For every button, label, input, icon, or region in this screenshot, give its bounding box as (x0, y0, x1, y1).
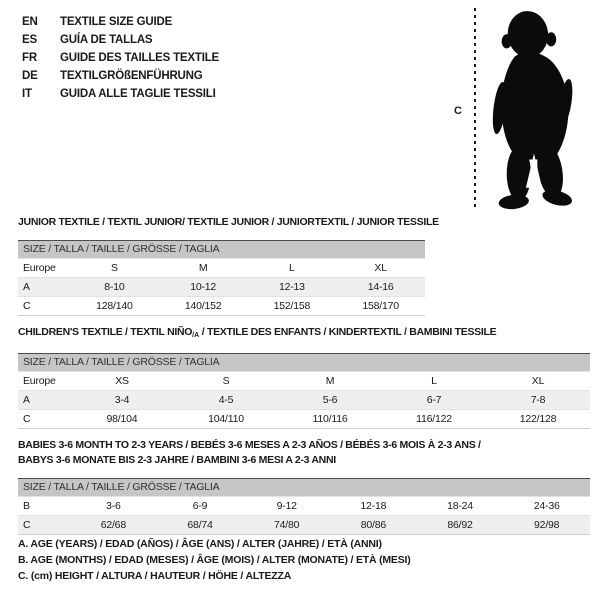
row-cell: 9-12 (276, 500, 297, 512)
row-cell: L (289, 262, 295, 274)
row-cell: XL (531, 375, 545, 387)
row-cell: 128/140 (96, 300, 133, 312)
size-table (18, 240, 425, 316)
section-heading (18, 215, 590, 230)
row-label: C (23, 413, 31, 425)
figure-area (440, 0, 600, 214)
row-cell: 74/80 (274, 519, 300, 531)
size-section-1 (18, 325, 590, 429)
table-size-header: SIZE / TALLA / TAILLE / GRÖSSE / TAGLIA (18, 354, 590, 371)
section-heading-text: JUNIOR TEXTILE / TEXTIL JUNIOR/ TEXTILE JUNIOR / JUNIORTEXTIL / JUNIOR TESSILE (18, 216, 439, 228)
size-section-0 (18, 215, 590, 316)
section-heading (18, 325, 590, 343)
section-heading-line (18, 438, 590, 453)
language-code: IT (22, 88, 32, 100)
language-code: FR (22, 52, 37, 64)
row-cell: 4-5 (218, 394, 234, 406)
language-title: TEXTILGRÖßENFÜHRUNG (60, 70, 203, 82)
row-cell: 158/170 (362, 300, 399, 312)
row-cell: 122/128 (519, 413, 557, 425)
row-cell: 62/68 (100, 519, 126, 531)
section-heading-text: /A (192, 332, 200, 339)
row-cell: 98/104 (106, 413, 138, 425)
toddler-silhouette-icon (492, 4, 582, 210)
row-cell: 12-13 (278, 281, 305, 293)
row-cell: S (222, 375, 230, 387)
section-heading-text: / TEXTILE DES ENFANTS / KINDERTEXTIL / BAMBINI TESSILE (199, 326, 497, 338)
row-cell: 152/158 (273, 300, 311, 312)
row-cell: 116/122 (416, 413, 452, 425)
row-cell: 104/110 (208, 413, 244, 425)
footnote-line: C. (cm) HEIGHT / ALTURA / HAUTEUR / HÖHE / ALTEZZA (18, 570, 292, 582)
section-heading (18, 438, 590, 468)
size-table (18, 478, 590, 535)
footnote-line: A. AGE (YEARS) / EDAD (AÑOS) / ÂGE (ANS) / ALTER (JAHRE) / ETÀ (ANNI) (18, 538, 382, 550)
row-cell: S (110, 262, 118, 274)
row-cell: 24-36 (533, 500, 560, 512)
size-sections (18, 215, 590, 535)
top-header (0, 0, 600, 214)
row-cell: 3-4 (114, 394, 130, 406)
row-cell: 5-6 (322, 394, 338, 406)
row-cell: M (198, 262, 208, 274)
height-measure-line (474, 8, 476, 208)
table-row (18, 296, 425, 315)
size-section-2 (18, 438, 590, 535)
language-code: ES (22, 34, 37, 46)
row-cell: 6-7 (426, 394, 442, 406)
row-cell: 86/92 (447, 519, 473, 531)
row-cell: 8-10 (104, 281, 125, 293)
table-row (18, 371, 590, 390)
row-cell: 18-24 (447, 500, 473, 512)
table-row (18, 258, 425, 277)
language-row (22, 49, 219, 67)
table-row (18, 409, 590, 428)
language-row (22, 13, 219, 31)
table-row (18, 496, 590, 515)
row-label: Europe (23, 375, 56, 387)
language-title: GUIDE DES TAILLES TEXTILE (60, 52, 219, 64)
row-cell: 3-6 (106, 500, 121, 512)
language-title: TEXTILE SIZE GUIDE (60, 16, 173, 28)
language-title: GUÍA DE TALLAS (60, 34, 153, 46)
language-list (22, 13, 219, 103)
section-heading-text: BABIES 3-6 MONTH TO 2-3 YEARS / BEBÉS 3-6 MESES A 2-3 AÑOS / BÉBÉS 3-6 MOIS À 2-3 ANS / (18, 439, 481, 451)
table-row (18, 277, 425, 296)
language-row (22, 85, 219, 103)
table-row (18, 515, 590, 534)
language-code: DE (22, 70, 38, 82)
row-cell: 110/116 (312, 413, 348, 425)
row-cell: 12-18 (360, 500, 387, 512)
row-cell: 92/98 (534, 519, 560, 531)
language-title: GUIDA ALLE TAGLIE TESSILI (60, 88, 216, 100)
row-label: Europe (23, 262, 56, 274)
table-size-header: SIZE / TALLA / TAILLE / GRÖSSE / TAGLIA (18, 241, 425, 258)
row-cell: XS (115, 375, 129, 387)
table-size-header: SIZE / TALLA / TAILLE / GRÖSSE / TAGLIA (18, 479, 590, 496)
row-label: A (23, 394, 30, 406)
section-heading-line (18, 325, 590, 343)
height-measure-label: C (454, 105, 462, 117)
language-row (22, 67, 219, 85)
footnotes (18, 536, 578, 584)
row-label: A (23, 281, 30, 293)
language-code: EN (22, 16, 38, 28)
row-cell: 7-8 (530, 394, 546, 406)
row-cell: 10-12 (190, 281, 217, 293)
section-heading-text: BABYS 3-6 MONATE BIS 2-3 JAHRE / BAMBINI 3-6 MESI A 2-3 ANNI (18, 454, 336, 466)
row-label: B (23, 500, 30, 512)
row-cell: L (431, 375, 437, 387)
row-cell: 14-16 (367, 281, 394, 293)
row-cell: XL (374, 262, 387, 274)
row-cell: 140/152 (184, 300, 222, 312)
row-label: C (23, 300, 31, 312)
footnote-line: B. AGE (MONTHS) / EDAD (MESES) / ÂGE (MOIS) / ALTER (MONATE) / ETÀ (MESI) (18, 554, 411, 566)
size-table (18, 353, 590, 429)
row-cell: M (325, 375, 335, 387)
row-cell: 80/86 (360, 519, 386, 531)
section-heading-text: CHILDREN'S TEXTILE / TEXTIL NIÑO (18, 326, 193, 338)
section-heading-line (18, 215, 590, 230)
row-cell: 6-9 (192, 500, 208, 512)
section-heading-line (18, 453, 590, 468)
row-cell: 68/74 (187, 519, 213, 531)
language-row (22, 31, 219, 49)
row-label: C (23, 519, 31, 531)
table-row (18, 390, 590, 409)
